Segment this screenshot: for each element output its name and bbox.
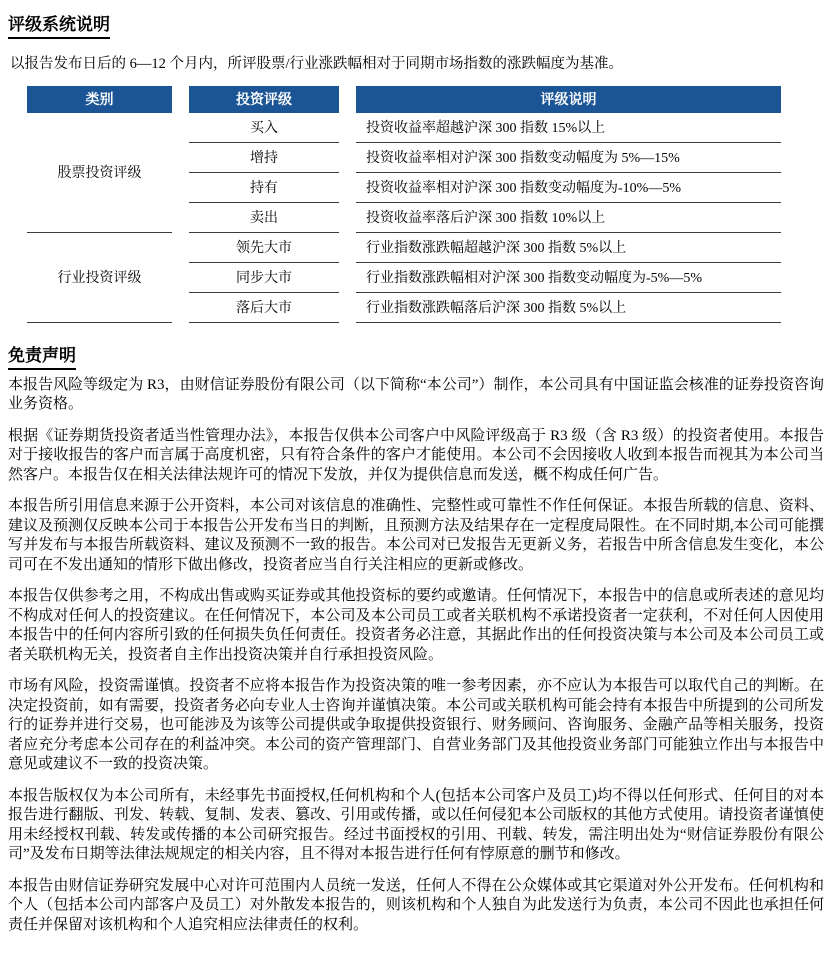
- disclaimer-paragraph: 市场有风险，投资需谨慎。投资者不应将本报告作为投资决策的唯一参考因素，亦不应认为本报告可以取代自己的判断。在决定投资前，如有需要，投资者务必向专业人士咨询并谨慎决策。本公司或关联机构可能会持有本报告中所提到的公司所发行的证券并进行交易，也可能涉及为该等公司提供或争取提供投资银行、财务顾问、咨询服务、金融产品等相关服务，投资者应充分考虑本公司存在的利益冲突。本公司的资产管理部门、自营业务部门及其他投资业务部门可能独立作出与本报告中意见或建议不一致的投资决策。: [8, 678, 824, 773]
- disclaimer-section: [8, 337, 824, 936]
- table-row: [27, 233, 781, 263]
- disclaimer-paragraph: 本报告由财信证券研究发展中心对许可范围内人员统一发送，任何人不得在公众媒体或其它渠道对外公开发布。任何机构和个人（包括本公司内部客户及员工）对外散发本报告的，则该机构和个人独自为此发送行为负责，本公司不因此也承担任何责任并保留对该机构和个人追究相应法律责任的权利。: [8, 877, 824, 933]
- description-cell: 投资收益率超越沪深 300 指数 15%以上: [356, 113, 781, 143]
- disclaimer-paragraph: 根据《证券期货投资者适当性管理办法》，本报告仅供本公司客户中风险评级高于 R3 级（含 R3 级）的投资者使用。本报告对于接收报告的客户而言属于高度机密，只有符合条件的客户才能使用。本公司不会因接收人收到本报告而视其为本公司当然客户。本报告仅在相关法律法规许可的情况下发放，并仅为提供信息而发送，概不构成任何广告。: [8, 427, 824, 483]
- disclaimer-paragraph: 本报告版权仅为本公司所有，未经事先书面授权,任何机构和个人(包括本公司客户及员工)均不得以任何形式、任何目的对本报告进行翻版、刊发、转载、复制、发表、篡改、引用或传播，或以任何侵犯本公司版权的其他方式使用。请投资者谨慎使用未经授权刊载、转发或传播的本公司研究报告。经过书面授权的引用、刊载、转发，需注明出处为“财信证券股份有限公司”及发布日期等法律法规规定的相关内容，且不得对本报告进行任何有悖原意的删节和修改。: [8, 787, 824, 863]
- table-row: [27, 113, 781, 143]
- rating-cell: 卖出: [189, 203, 339, 233]
- rating-intro-text: 以报告发布日后的 6—12 个月内，所评股票/行业涨跌幅相对于同期市场指数的涨跌幅度为基准。: [10, 56, 624, 72]
- rating-table: [10, 86, 798, 323]
- col-header-rating: 投资评级: [189, 86, 339, 113]
- rating-cell: 同步大市: [189, 263, 339, 293]
- category-cell-stock: 股票投资评级: [27, 113, 172, 233]
- description-cell: 行业指数涨跌幅超越沪深 300 指数 5%以上: [356, 233, 781, 263]
- rating-cell: 持有: [189, 173, 339, 203]
- report-disclaimer-page: [8, 6, 824, 935]
- description-cell: 投资收益率落后沪深 300 指数 10%以上: [356, 203, 781, 233]
- category-cell-industry: 行业投资评级: [27, 233, 172, 323]
- col-header-description: 评级说明: [356, 86, 781, 113]
- rating-cell: 增持: [189, 143, 339, 173]
- disclaimer-paragraph: 本报告仅供参考之用，不构成出售或购买证券或其他投资标的要约或邀请。任何情况下，本报告中的信息或所表述的意见均不构成对任何人的投资建议。在任何情况下，本公司及本公司员工或者关联机构不承诺投资者一定获利，不对任何人因使用本报告中的任何内容所引致的任何损失负任何责任。投资者务必注意，其据此作出的任何投资决策与本公司及本公司员工或者关联机构无关，投资者自主作出投资决策并自行承担投资风险。: [8, 588, 824, 663]
- disclaimer-paragraph: 本报告风险等级定为 R3，由财信证券股份有限公司（以下简称“本公司”）制作，本公司具有中国证监会核准的证券投资咨询业务资格。: [8, 376, 824, 413]
- rating-cell: 领先大市: [189, 233, 339, 263]
- disclaimer-paragraph: 本报告所引用信息来源于公开资料，本公司对该信息的准确性、完整性或可靠性不作任何保证。本报告所载的信息、资料、建议及预测仅反映本公司于本报告公开发布当日的判断，且预测方法及结果存在一定程度局限性。在不同时期,本公司可能撰写并发布与本报告所载资料、建议及预测不一致的报告。本公司对已发报告无更新义务，若报告中所含信息发生变化，本公司可在不发出通知的情形下做出修改，投资者应当自行关注相应的更新或修改。: [8, 498, 824, 573]
- description-cell: 投资收益率相对沪深 300 指数变动幅度为 5%—15%: [356, 143, 781, 173]
- rating-cell: 落后大市: [189, 293, 339, 323]
- description-cell: 行业指数涨跌幅相对沪深 300 指数变动幅度为-5%—5%: [356, 263, 781, 293]
- description-cell: 行业指数涨跌幅落后沪深 300 指数 5%以上: [356, 293, 781, 323]
- description-cell: 投资收益率相对沪深 300 指数变动幅度为-10%—5%: [356, 173, 781, 203]
- disclaimer-section-title: 免责声明: [8, 341, 76, 370]
- rating-section-title: 评级系统说明: [8, 10, 110, 39]
- col-header-category: 类别: [27, 86, 172, 113]
- table-header-row: [27, 86, 781, 113]
- rating-cell: 买入: [189, 113, 339, 143]
